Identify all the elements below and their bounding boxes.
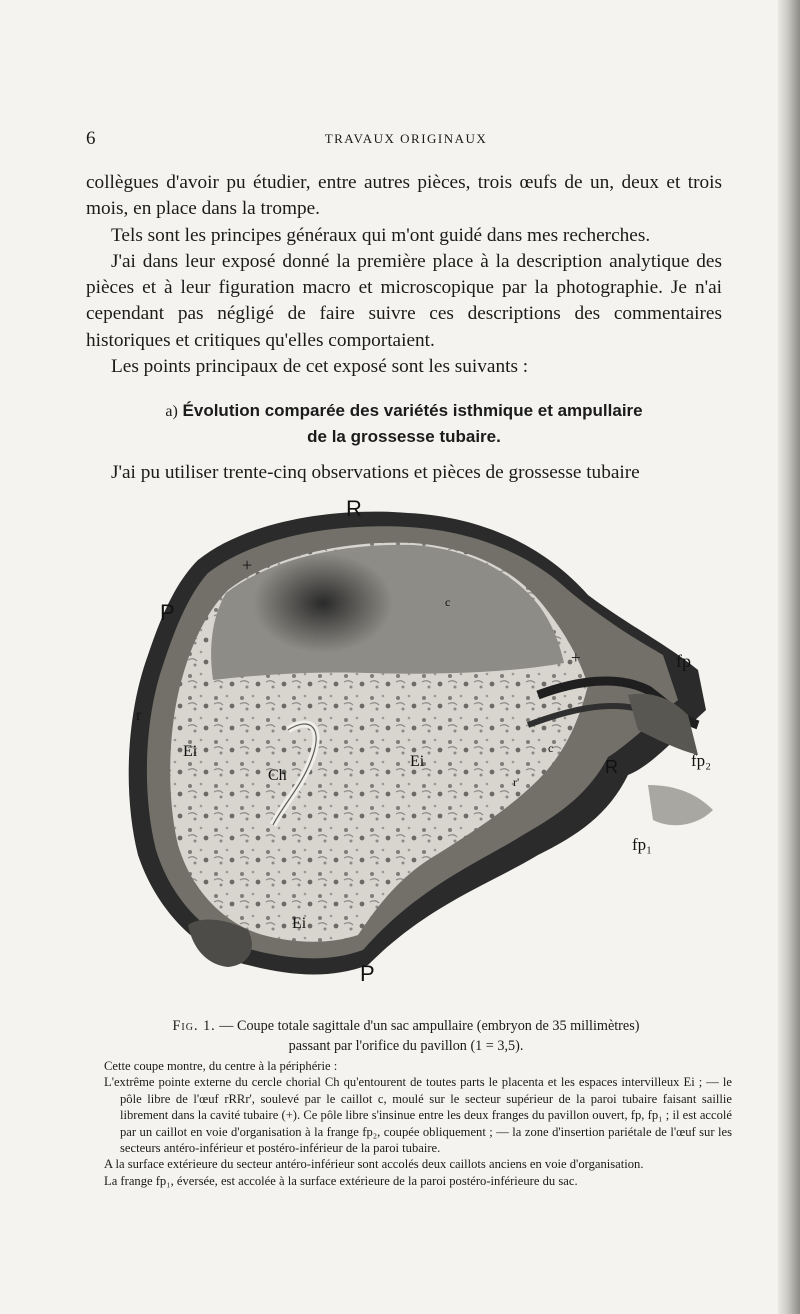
paragraph-2: Tels sont les principes généraux qui m'ont guidé dans mes recherches. xyxy=(111,224,651,246)
figure-legend xyxy=(104,1058,732,1189)
histology-section-illustration xyxy=(108,495,728,1000)
label-P-bottom: P xyxy=(360,961,375,986)
label-Ei-center: Ei xyxy=(410,753,425,770)
page-number: 6 xyxy=(86,128,96,149)
legend-line-2: L'extrême pointe externe du cercle chorial Ch qu'entourent de toutes parts le placenta et les espaces intervilleux Ei ; — le pôle libre de l'œuf rRRr', soulevé par le caillot c, moulé sur le secteur supérieur de la paroi tubaire faisant saillie librement dans la cavité tubaire (+). Ce pôle libre s'insinue entre les deux franges du pavillon ouvert, fp, fp₁ ; il est accolé par un caillot en voie d'organisation à la frange fp₂, coupée obliquement ; — la zone d'insertion pariétale de l'œuf sur les secteurs antéro-inférieur et postéro-inférieur de la paroi tubaire. xyxy=(104,1075,732,1156)
label-Ch: Ch xyxy=(268,767,287,784)
label-plus-right: + xyxy=(571,648,581,667)
figure-number: Fig. 1. xyxy=(172,1018,216,1034)
page-gutter-shadow xyxy=(778,0,800,1314)
figure-caption xyxy=(86,1016,726,1056)
label-fp2: fp₂ xyxy=(691,751,712,770)
label-r-mid: r' xyxy=(513,775,520,789)
label-Ei-left: Ei xyxy=(183,743,198,760)
paragraph-3: J'ai dans leur exposé donné la première place à la description analytique des pièces et à leur figuration macro et microscopique par la photographie. Je n'ai cependant pas négligé de faire suivre ces descriptions des commentaires historiques et critiques qu'elles comportaient. xyxy=(86,250,722,351)
caption-line-1: — Coupe totale sagittale d'un sac ampullaire (embryon de 35 millimètres) xyxy=(215,1018,640,1034)
running-title: TRAVAUX ORIGINAUX xyxy=(324,131,488,146)
label-R-top: R xyxy=(346,496,362,521)
label-c-mid: c xyxy=(548,741,554,755)
label-P-left: P xyxy=(160,600,175,625)
section-marker: a) xyxy=(165,403,178,420)
caption-line-2: passant par l'orifice du pavillon (1 = 3,5). xyxy=(288,1038,524,1054)
label-c-top: c xyxy=(445,595,451,609)
label-R-mid: R xyxy=(605,757,618,777)
intro-paragraph: J'ai pu utiliser trente-cinq observations et pièces de grossesse tubaire xyxy=(111,462,640,483)
section-title-line-1: Évolution comparée des variétés isthmique et ampullaire xyxy=(182,401,643,420)
paragraph-4: Les points principaux de cet exposé sont les suivants : xyxy=(111,356,529,378)
label-fp1: fp₁ xyxy=(632,835,653,854)
section-heading xyxy=(86,398,722,449)
paragraph-1: collègues d'avoir pu étudier, entre autres pièces, trois œufs de un, deux et trois mois, en place dans la trompe. xyxy=(86,172,722,220)
label-Ei-bottom: Ei xyxy=(292,915,307,932)
body-text xyxy=(86,170,722,380)
section-title-line-2: de la grossesse tubaire. xyxy=(307,427,501,446)
label-r-left: r xyxy=(136,707,142,724)
legend-line-1: Cette coupe montre, du centre à la périphérie : xyxy=(104,1059,338,1073)
page-header xyxy=(86,128,726,152)
label-plus-top: + xyxy=(242,555,253,575)
legend-line-4: La frange fp₁, éversée, est accolée à la surface extérieure de la paroi postéro-inférieure du sac. xyxy=(104,1173,578,1188)
label-fp: fp xyxy=(676,651,691,671)
figure-tubal-section xyxy=(108,495,728,1000)
legend-line-3: A la surface extérieure du secteur antéro-inférieur sont accolés deux caillots anciens en voie d'organisation. xyxy=(104,1157,644,1172)
